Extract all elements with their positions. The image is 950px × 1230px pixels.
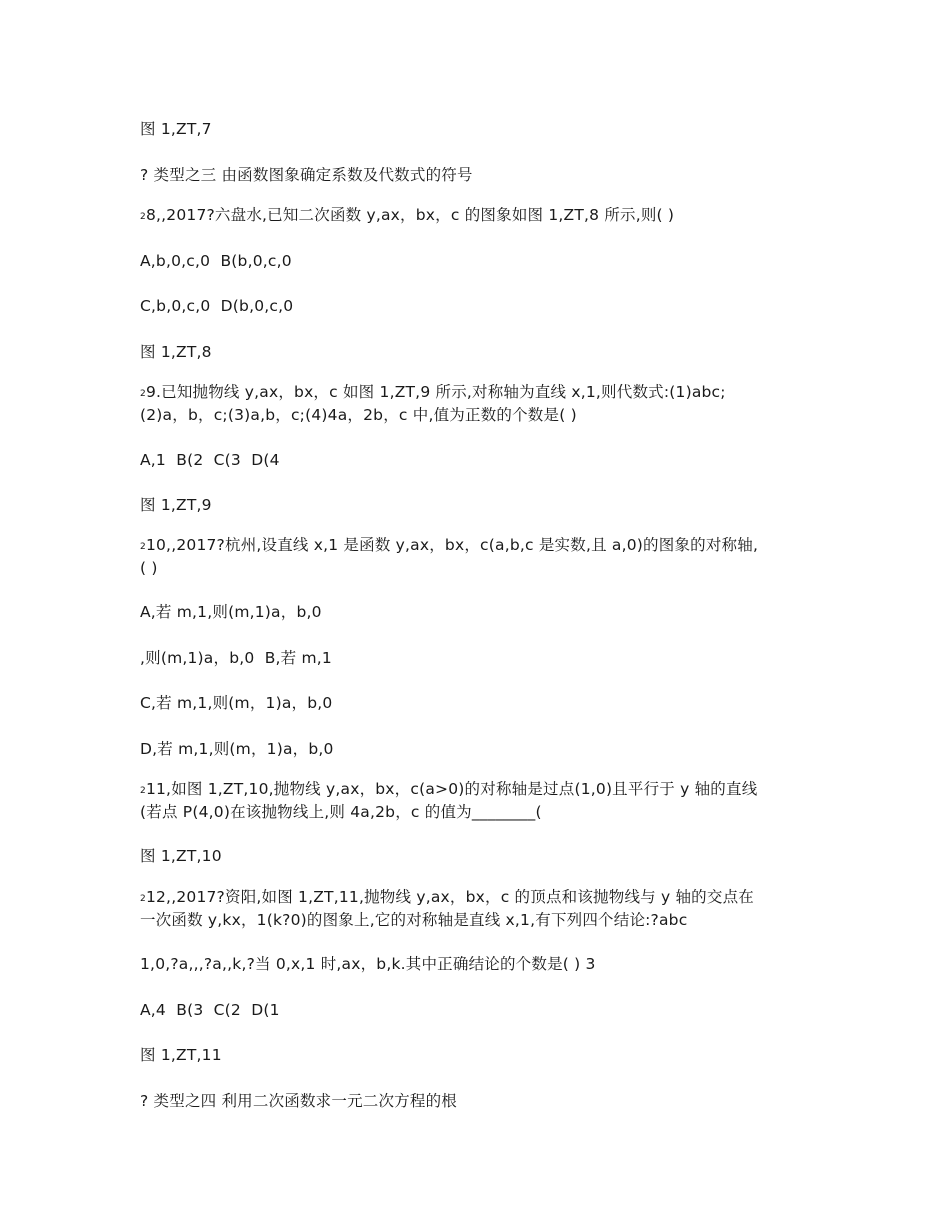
question-12: [140, 887, 820, 931]
question-10-option-b: ,则(m,1)a，b,0 B,若 m,1: [140, 649, 332, 667]
question-marker: 2: [140, 389, 146, 399]
section-heading-type-4: ? 类型之四 利用二次函数求一元二次方程的根: [140, 1092, 457, 1110]
question-8-options-ab: A,b,0,c,0 B(b,0,c,0: [140, 252, 292, 270]
question-marker: 2: [140, 542, 146, 552]
question-marker: 2: [140, 894, 146, 904]
question-marker: 2: [140, 786, 146, 796]
question-12-options: A,4 B(3 C(2 D(1: [140, 1001, 280, 1019]
question-text: 9.已知抛物线 y,ax，bx，c 如图 1,ZT,9 所示,对称轴为直线 x,1,则代数式:(1)abc; (2)a，b，c;(3)a,b，c;(4)4a，2b，c 中,值为正数的个数是( ): [140, 383, 726, 424]
question-10-option-a: A,若 m,1,则(m,1)a，b,0: [140, 603, 322, 621]
question-10-option-c: C,若 m,1,则(m，1)a，b,0: [140, 694, 333, 712]
question-marker: 2: [140, 212, 146, 222]
figure-caption-zt7: 图 1,ZT,7: [140, 120, 212, 138]
question-9: [140, 382, 820, 426]
figure-caption-zt10: 图 1,ZT,10: [140, 847, 222, 865]
figure-caption-zt8: 图 1,ZT,8: [140, 343, 212, 361]
figure-caption-zt11: 图 1,ZT,11: [140, 1046, 222, 1064]
question-text: 12,,2017?资阳,如图 1,ZT,11,抛物线 y,ax，bx，c 的顶点和该抛物线与 y 轴的交点在 一次函数 y,kx，1(k?0)的图象上,它的对称轴是直线 x,1,有下列四个结论:?abc: [140, 888, 754, 929]
question-10-option-d: D,若 m,1,则(m，1)a，b,0: [140, 740, 334, 758]
question-9-options: A,1 B(2 C(3 D(4: [140, 451, 280, 469]
question-8: [140, 205, 820, 228]
section-heading-type-3: ? 类型之三 由函数图象确定系数及代数式的符号: [140, 166, 473, 184]
question-text: 10,,2017?杭州,设直线 x,1 是函数 y,ax，bx，c(a,b,c 是实数,且 a,0)的图象的对称轴, ( ): [140, 536, 759, 577]
question-text: 8,,2017?六盘水,已知二次函数 y,ax，bx，c 的图象如图 1,ZT,8 所示,则( ): [145, 206, 675, 224]
question-8-options-cd: C,b,0,c,0 D(b,0,c,0: [140, 297, 294, 315]
question-text: 11,如图 1,ZT,10,抛物线 y,ax，bx，c(a>0)的对称轴是过点(1,0)且平行于 y 轴的直线 (若点 P(4,0)在该抛物线上,则 4a,2b，c 的值为________(: [140, 780, 758, 821]
question-11: [140, 779, 820, 823]
figure-caption-zt9: 图 1,ZT,9: [140, 496, 212, 514]
question-12-conclusions: 1,0,?a,,,?a,,k,?当 0,x,1 时,ax，b,k.其中正确结论的个数是( ) 3: [140, 955, 596, 973]
question-10: [140, 535, 820, 579]
